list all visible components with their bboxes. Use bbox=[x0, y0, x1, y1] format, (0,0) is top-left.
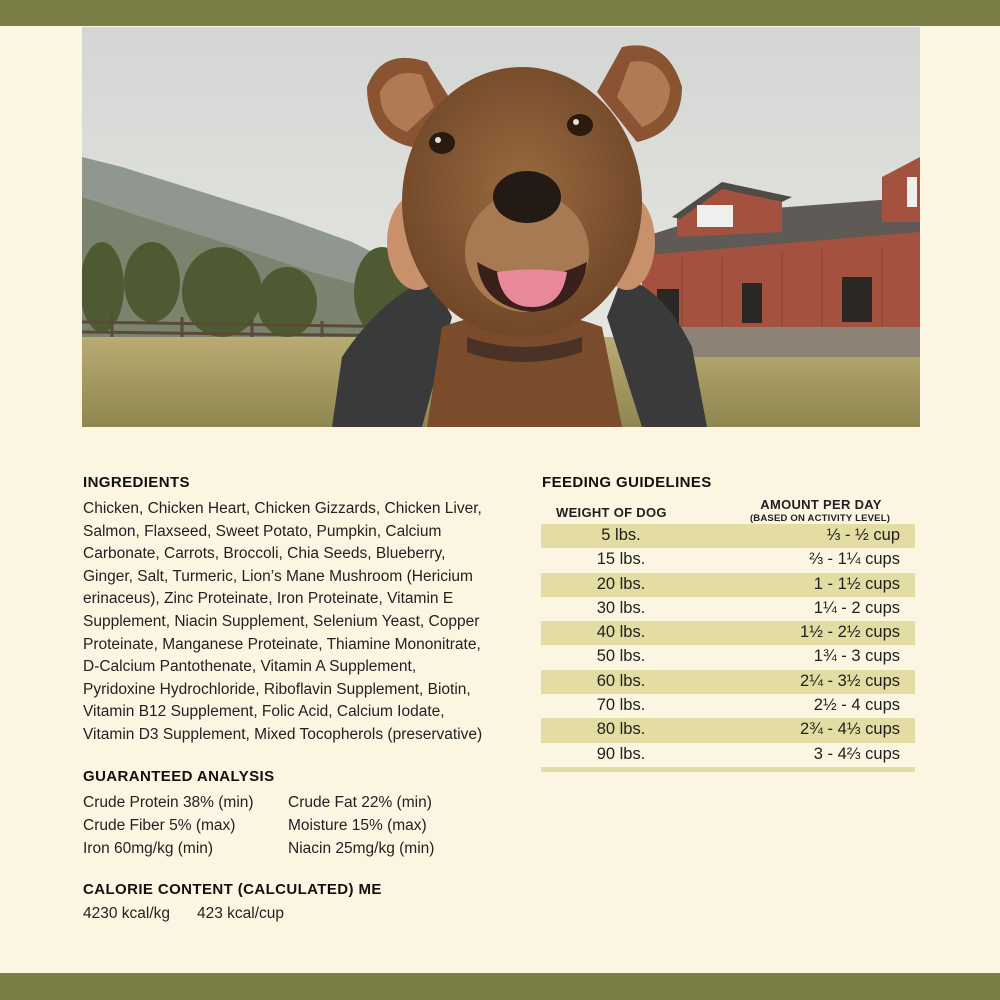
ingredients-line: D-Calcium Pantothenate, Vitamin A Supplement, bbox=[83, 658, 417, 676]
weight-cell: 40 lbs. bbox=[596, 623, 646, 642]
weight-cell: 80 lbs. bbox=[596, 720, 646, 739]
amount-cell: 2¼ - 3½ cups bbox=[800, 671, 900, 690]
table-row bbox=[541, 621, 915, 645]
amount-cell: 3 - 4⅔ cups bbox=[813, 744, 900, 763]
amount-cell: 1¾ - 3 cups bbox=[813, 647, 900, 666]
table-row bbox=[541, 718, 915, 742]
amount-cell: 2½ - 4 cups bbox=[813, 696, 900, 715]
bottom-color-band bbox=[0, 973, 1000, 1000]
ingredients-line: Vitamin B12 Supplement, Folic Acid, Calcium Iodate, bbox=[83, 703, 445, 721]
table-row bbox=[541, 743, 915, 767]
ingredients-list bbox=[83, 498, 523, 747]
calories-per-cup: 423 kcal/cup bbox=[197, 905, 285, 922]
amount-cell: ⅔ - 1¼ cups bbox=[809, 550, 900, 569]
amount-cell: 1 - 1½ cups bbox=[813, 574, 900, 593]
ga-niacin: Niacin 25mg/kg (min) bbox=[288, 840, 435, 857]
ga-crude-protein: Crude Protein 38% (min) bbox=[83, 794, 254, 811]
ingredients-line: Carbonate, Carrots, Broccoli, Chia Seeds, Blueberry, bbox=[83, 545, 446, 563]
amount-cell: 2¾ - 4⅓ cups bbox=[800, 720, 900, 739]
amount-cell: 1½ - 2½ cups bbox=[800, 623, 900, 642]
table-row bbox=[541, 597, 915, 621]
amount-cell: 1¼ - 2 cups bbox=[813, 598, 900, 617]
weight-cell: 30 lbs. bbox=[596, 598, 646, 617]
ga-moisture: Moisture 15% (max) bbox=[288, 817, 427, 834]
weight-cell: 60 lbs. bbox=[596, 671, 646, 690]
table-row bbox=[541, 524, 915, 548]
table-row bbox=[541, 670, 915, 694]
ingredients-line: erinaceus), Zinc Proteinate, Iron Proteinate, Vitamin E bbox=[83, 590, 454, 608]
ingredients-line: Supplement, Niacin Supplement, Selenium Yeast, Copper bbox=[83, 612, 480, 630]
calorie-content-heading: CALORIE CONTENT (CALCULATED) ME bbox=[83, 881, 382, 898]
ga-crude-fiber: Crude Fiber 5% (max) bbox=[83, 817, 236, 834]
weight-cell: 5 lbs. bbox=[601, 526, 641, 544]
ingredients-heading: INGREDIENTS bbox=[83, 474, 190, 491]
ingredients-line: Proteinate, Manganese Proteinate, Thiamine Mononitrate, bbox=[83, 635, 481, 653]
weight-cell: 90 lbs. bbox=[596, 744, 646, 763]
amount-cell: ⅓ - ½ cup bbox=[826, 526, 900, 544]
hero-photo-dog-farm bbox=[82, 27, 920, 427]
ingredients-line: Salmon, Flaxseed, Sweet Potato, Pumpkin, Calcium bbox=[83, 522, 442, 540]
amount-column-header: AMOUNT PER DAY bbox=[760, 497, 882, 512]
guaranteed-analysis-heading: GUARANTEED ANALYSIS bbox=[83, 768, 275, 785]
feeding-guidelines-heading: FEEDING GUIDELINES bbox=[542, 474, 712, 491]
ingredients-line: Ginger, Salt, Turmeric, Lion’s Mane Mushroom (Hericium bbox=[83, 567, 473, 585]
ga-iron: Iron 60mg/kg (min) bbox=[83, 840, 214, 857]
table-row bbox=[541, 694, 915, 718]
weight-cell: 50 lbs. bbox=[596, 647, 646, 666]
calories-per-kg: 4230 kcal/kg bbox=[83, 905, 171, 922]
ga-crude-fat: Crude Fat 22% (min) bbox=[288, 794, 432, 811]
table-row bbox=[541, 548, 915, 572]
table-bottom-rule bbox=[541, 767, 915, 772]
top-color-band bbox=[0, 0, 1000, 26]
weight-cell: 20 lbs. bbox=[596, 574, 646, 593]
ingredients-line: Chicken, Chicken Heart, Chicken Gizzards, Chicken Liver, bbox=[83, 500, 482, 517]
weight-cell: 70 lbs. bbox=[596, 696, 646, 715]
table-row bbox=[541, 645, 915, 669]
table-row bbox=[541, 573, 915, 597]
ingredients-line: Vitamin D3 Supplement, Mixed Tocopherols (preservative) bbox=[83, 725, 483, 743]
ingredients-line: Pyridoxine Hydrochloride, Riboflavin Supplement, Biotin, bbox=[83, 680, 471, 698]
feeding-table bbox=[541, 524, 915, 767]
weight-cell: 15 lbs. bbox=[596, 550, 646, 569]
amount-column-note: (BASED ON ACTIVITY LEVEL) bbox=[749, 513, 891, 524]
weight-column-header: WEIGHT OF DOG bbox=[556, 505, 667, 520]
